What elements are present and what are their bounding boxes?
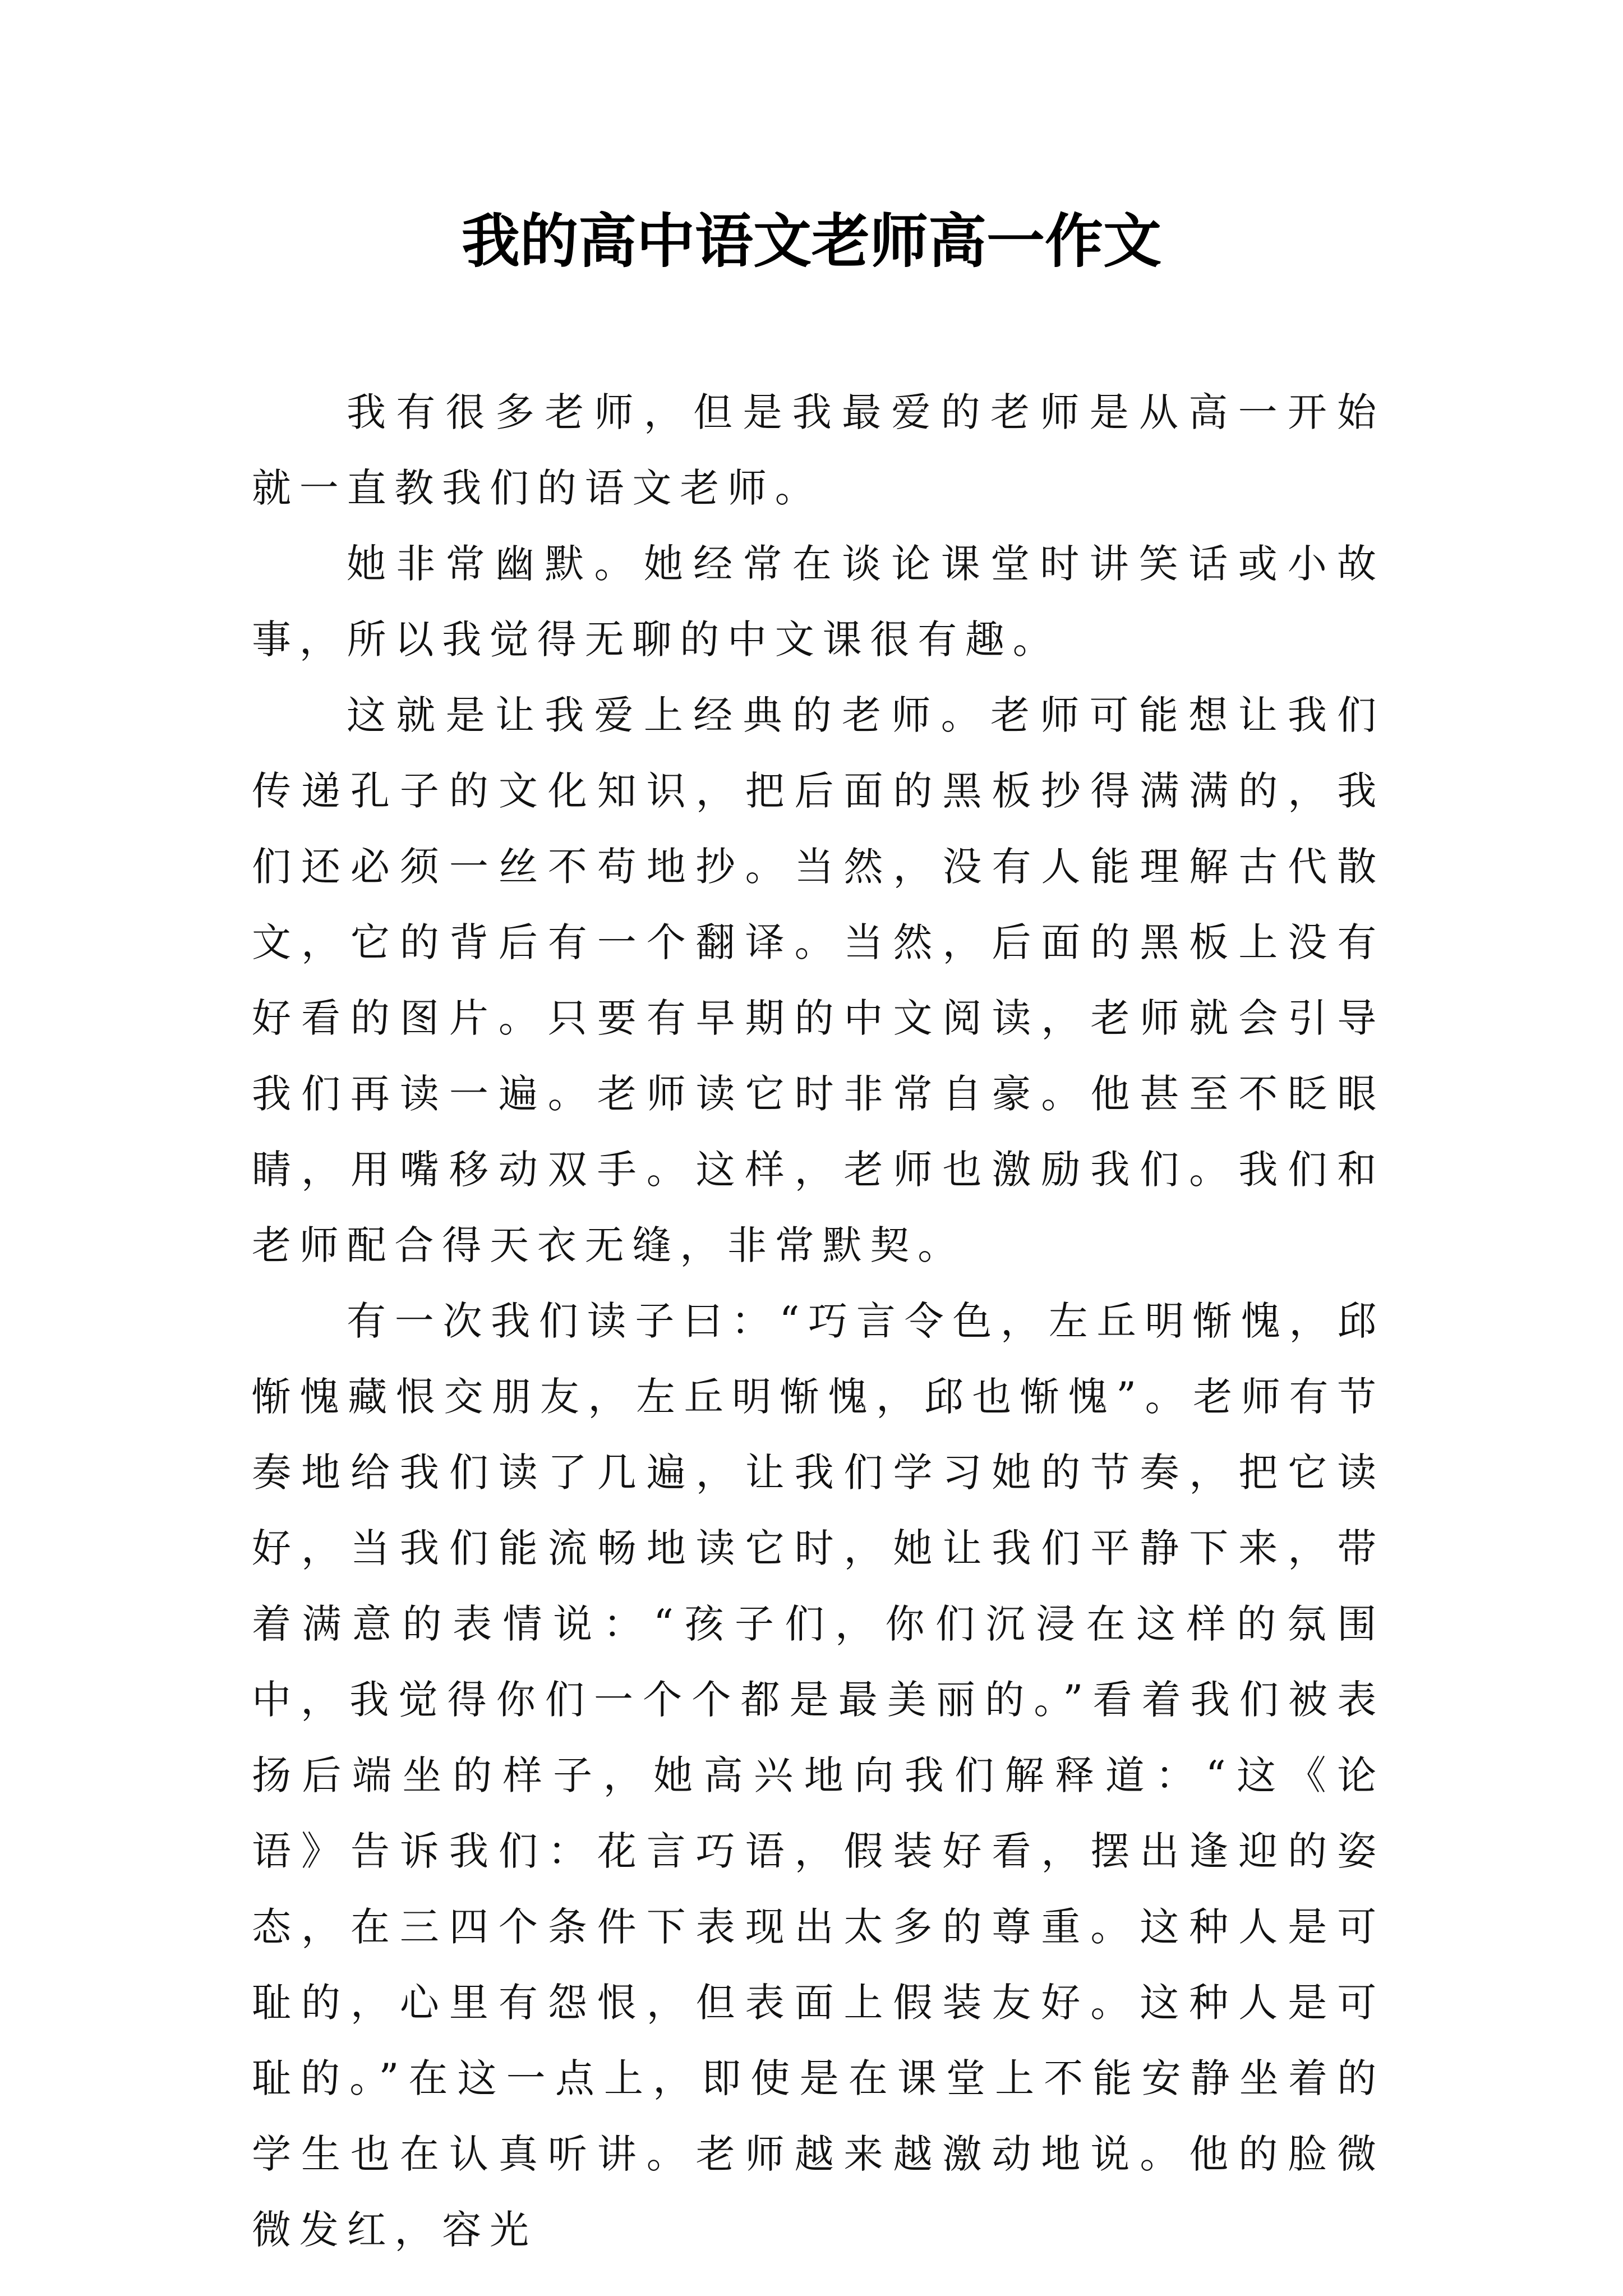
paragraph-1: 我有很多老师，但是我最爱的老师是从高一开始就一直教我们的语文老师。 [252,389,1385,511]
paragraph-4: 有一次我们读子曰：“巧言令色，左丘明惭愧，邱惭愧藏恨交朋友，左丘明惭愧，邱也惭愧”。老师有节奏地给我们读了几遍，让我们学习她的节奏，把它读好，当我们能流畅地读它时，她让我们平静下来，带着满意的表情说：“孩子们，你们沉浸在这样的氛围中，我觉得你们一个个都是最美丽的。”看着我们被表扬后端坐的样子，她高兴地向我们解释道：“这《论语》告诉我们：花言巧语，假装好看，摆出逢迎的姿态，在三四个条件下表现出太多的尊重。这种人是可耻的，心里有怨恨，但表面上假装友好。这种人是可耻的。”在这一点上，即使是在课堂上不能安静坐着的学生也在认真听讲。老师越来越激动地说。他的脸微微发红，容光 [252,1298,1385,2253]
document-title: 我的高中语文老师高一作文 [461,206,1161,275]
document-body [252,375,1385,2268]
paragraph-3: 这就是让我爱上经典的老师。老师可能想让我们传递孔子的文化知识，把后面的黑板抄得满满的，我们还必须一丝不苟地抄。当然，没有人能理解古代散文，它的背后有一个翻译。当然，后面的黑板上没有好看的图片。只要有早期的中文阅读，老师就会引导我们再读一遍。老师读它时非常自豪。他甚至不眨眼睛，用嘴移动双手。这样，老师也激励我们。我们和老师配合得天衣无缝，非常默契。 [252,692,1385,1268]
paragraph-2: 她非常幽默。她经常在谈论课堂时讲笑话或小故事，所以我觉得无聊的中文课很有趣。 [252,541,1385,662]
